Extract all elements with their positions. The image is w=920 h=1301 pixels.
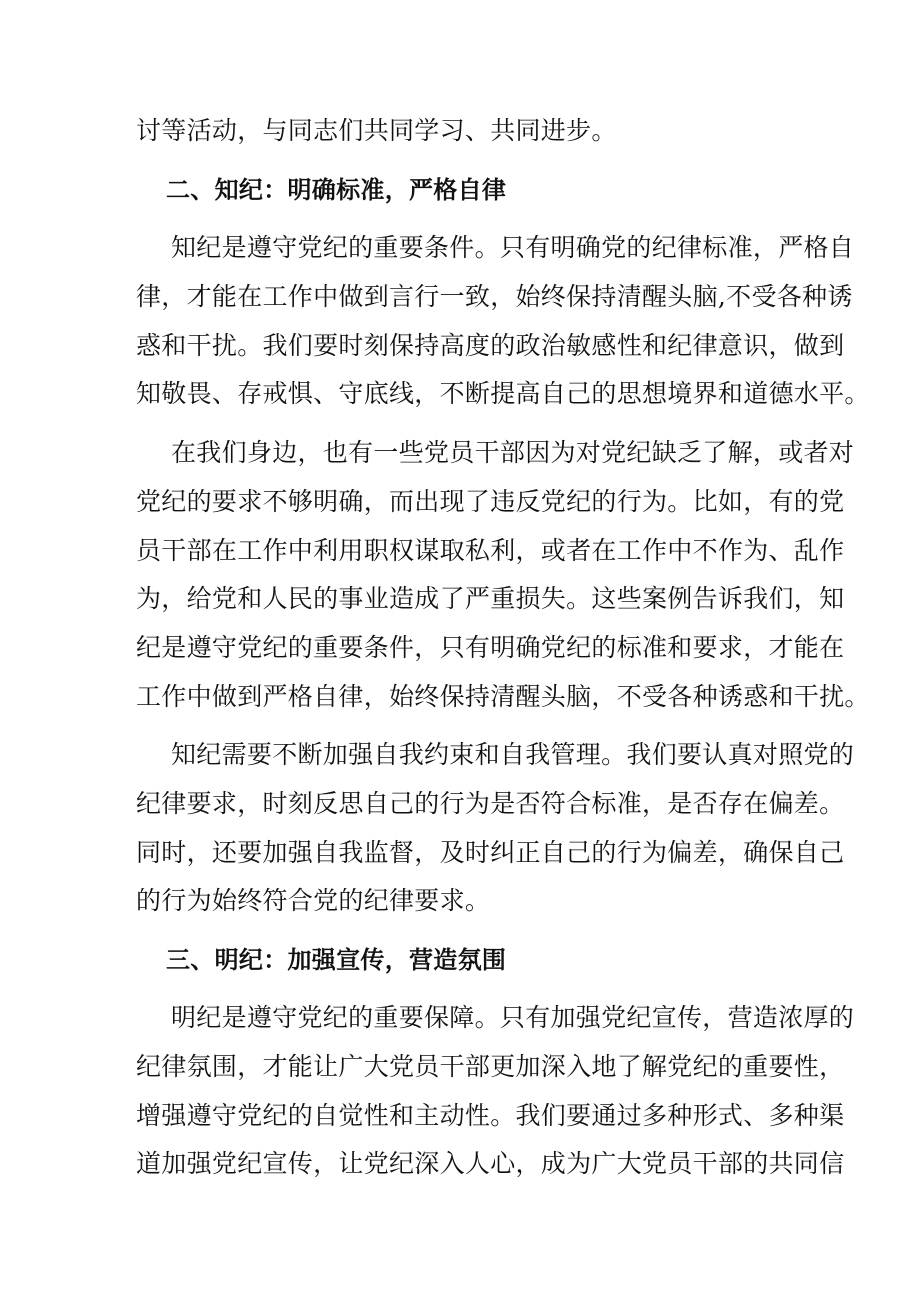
paragraph-line: 道加强党纪宣传，让党纪深入人心，成为广大党员干部的共同信 [136, 1149, 845, 1178]
paragraph-line: 同时，还要加强自我监督，及时纠正自己的行为偏差，确保自己 [136, 838, 845, 867]
paragraph-line: 知敬畏、存戒惧、守底线，不断提高自己的思想境界和道德水平。 [136, 379, 870, 408]
paragraph-line: 工作中做到严格自律，始终保持清醒头脑，不受各种诱惑和干扰。 [136, 682, 870, 711]
paragraph-line: 员干部在工作中利用职权谋取私利，或者在工作中不作为、乱作 [136, 536, 845, 565]
paragraph-line: 律，才能在工作中做到言行一致，始终保持清醒头脑,不受各种诱 [136, 282, 853, 311]
section-heading-2: 二、知纪：明确标准，严格自律 [166, 176, 507, 204]
paragraph-line: 在我们身边，也有一些党员干部因为对党纪缺乏了解，或者对 [171, 438, 855, 467]
paragraph-line: 增强遵守党纪的自觉性和主动性。我们要通过多种形式、多种渠 [136, 1101, 845, 1130]
paragraph-line: 为，给党和人民的事业造成了严重损失。这些案例告诉我们，知 [136, 584, 845, 613]
paragraph-line: 的行为始终符合党的纪律要求。 [136, 886, 491, 915]
paragraph-line: 知纪需要不断加强自我约束和自我管理。我们要认真对照党的 [171, 740, 855, 769]
paragraph-line: 纪律氛围，才能让广大党员干部更加深入地了解党纪的重要性， [136, 1052, 845, 1081]
paragraph-line: 纪律要求，时刻反思自己的行为是否符合标准，是否存在偏差。 [136, 789, 845, 818]
paragraph-line: 讨等活动，与同志们共同学习、共同进步。 [136, 116, 617, 145]
paragraph-line: 知纪是遵守党纪的重要条件。只有明确党的纪律标准，严格自 [171, 233, 855, 262]
section-heading-3: 三、明纪：加强宣传，营造氛围 [166, 946, 507, 974]
paragraph-line: 明纪是遵守党纪的重要保障。只有加强党纪宣传，营造浓厚的 [171, 1003, 855, 1032]
paragraph-line: 纪是遵守党纪的重要条件，只有明确党纪的标准和要求，才能在 [136, 633, 845, 662]
paragraph-line: 党纪的要求不够明确，而出现了违反党纪的行为。比如，有的党 [136, 487, 845, 516]
paragraph-line: 惑和干扰。我们要时刻保持高度的政治敏感性和纪律意识，做到 [136, 331, 845, 360]
